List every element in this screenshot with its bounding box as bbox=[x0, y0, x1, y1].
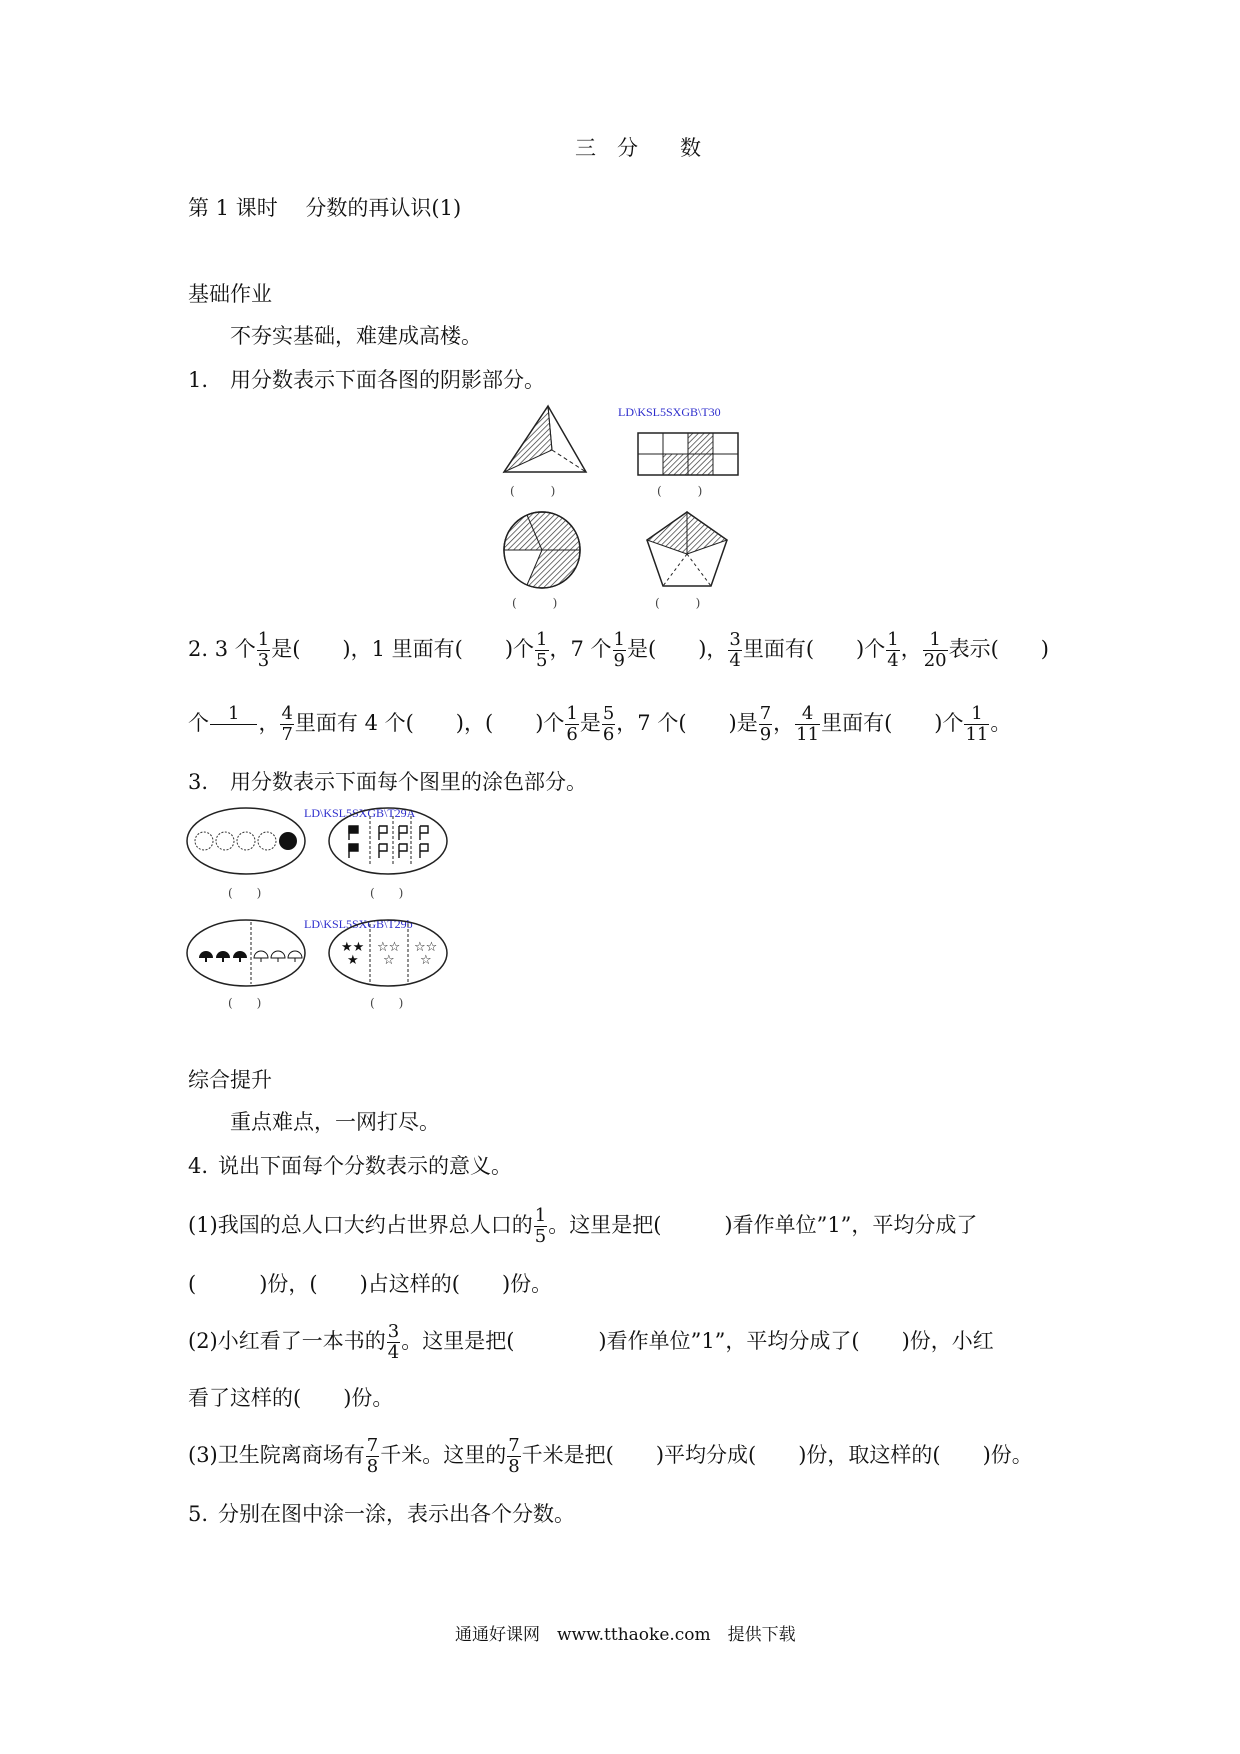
q3-answer-paren-4[interactable]: ( ) bbox=[370, 996, 404, 1010]
q5-number: 5. bbox=[188, 1502, 209, 1526]
q3-figure-code-b: LD\KSL5SXGB\T29b bbox=[304, 917, 413, 931]
chapter-title: 三 分 数 bbox=[575, 136, 701, 160]
q3-stars-figure bbox=[327, 918, 449, 988]
q3-text: 用分数表示下面每个图里的涂色部分。 bbox=[230, 770, 587, 794]
q3-answer-paren-2[interactable]: ( ) bbox=[370, 886, 404, 900]
q4-sub-3: (3)卫生院离商场有 $\frac{7}{8}$ 千米。这里的 $\frac{7}{8}$ 千米是把( )平均分成( )份，取这样的( )份。 bbox=[188, 1435, 1033, 1477]
q2-line-1: 2. 3 个 $\frac{1}{3}$ 是( )，1 里面有( )个 $\frac{1}{5}$ ，7 个 $\frac{1}{9}$ 是( )， $\frac{3}{4}$ 里面有( )个 $\frac{1}{4}$ ， $\frac{1}{20}$ 表示( ) bbox=[188, 629, 1049, 671]
q3-answer-paren-1[interactable]: ( ) bbox=[228, 886, 262, 900]
svg-text:☆☆: ☆☆ bbox=[377, 940, 401, 955]
fraction: $\frac{1}{20}$ bbox=[923, 629, 947, 671]
fraction: $\frac{4}{7}$ bbox=[281, 703, 293, 745]
q4-text: 说出下面每个分数表示的意义。 bbox=[218, 1154, 512, 1178]
fraction: $\frac{1}{5}$ bbox=[536, 629, 548, 671]
fraction: $\frac{4}{11}$ bbox=[796, 703, 820, 745]
fraction: $\frac{3}{4}$ bbox=[729, 629, 741, 671]
q3-figure-code-a: LD\KSL5SXGB\T29A bbox=[304, 806, 416, 820]
q3-circles-figure bbox=[185, 806, 307, 876]
section-title-basic: 基础作业 bbox=[188, 282, 272, 306]
svg-text:☆: ☆ bbox=[383, 953, 395, 968]
q3-number: 3. bbox=[188, 770, 209, 794]
q4-number: 4. bbox=[188, 1154, 209, 1178]
q3-flags-figure bbox=[327, 806, 449, 876]
svg-text:☆: ☆ bbox=[420, 953, 432, 968]
q2-text: 3 个 bbox=[214, 637, 256, 661]
fraction: $\frac{1}{6}$ bbox=[566, 703, 578, 745]
q1-triangle-figure bbox=[500, 404, 590, 476]
fraction-blank-denominator[interactable]: 1 bbox=[210, 704, 257, 745]
svg-text:★★: ★★ bbox=[341, 940, 365, 955]
q1-grid-figure bbox=[637, 432, 739, 476]
q1-circle-figure bbox=[502, 510, 582, 590]
fraction: $\frac{7}{8}$ bbox=[366, 1435, 379, 1477]
q4-sub-2-cont: 看了这样的( )份。 bbox=[188, 1386, 394, 1410]
fraction: $\frac{7}{8}$ bbox=[508, 1435, 520, 1477]
q4-sub-1-cont: ( )份，( )占这样的( )份。 bbox=[188, 1272, 553, 1296]
q1-text: 用分数表示下面各图的阴影部分。 bbox=[230, 368, 545, 392]
q3-trees-figure bbox=[185, 918, 307, 988]
q5-text: 分别在图中涂一涂，表示出各个分数。 bbox=[218, 1502, 575, 1526]
lesson-title: 第 1 课时 分数的再认识(1) bbox=[188, 196, 462, 220]
q3-answer-paren-3[interactable]: ( ) bbox=[228, 996, 262, 1010]
fraction: $\frac{1}{9}$ bbox=[613, 629, 625, 671]
q4-sub-1: (1)我国的总人口大约占世界总人口的 $\frac{1}{5}$ 。这里是把( )看作单位”1”，平均分成了 bbox=[188, 1205, 978, 1247]
svg-text:★: ★ bbox=[347, 953, 359, 968]
fraction: $\frac{1}{3}$ bbox=[257, 629, 270, 671]
fraction: $\frac{1}{4}$ bbox=[887, 629, 899, 671]
q1-answer-paren-1[interactable]: ( ) bbox=[510, 484, 556, 498]
q1-number: 1. bbox=[188, 368, 209, 392]
page-footer: 通通好课网 www.tthaoke.com 提供下载 bbox=[455, 1625, 796, 1645]
fraction: $\frac{1}{11}$ bbox=[965, 703, 989, 745]
q1-figure-code: LD\KSL5SXGB\T30 bbox=[618, 405, 721, 419]
fraction: $\frac{3}{4}$ bbox=[387, 1321, 400, 1363]
q1-answer-paren-3[interactable]: ( ) bbox=[512, 596, 558, 610]
section-title-advanced: 综合提升 bbox=[188, 1068, 272, 1092]
q1-answer-paren-4[interactable]: ( ) bbox=[655, 596, 701, 610]
q1-answer-paren-2[interactable]: ( ) bbox=[657, 484, 703, 498]
section-motto-advanced: 重点难点，一网打尽。 bbox=[230, 1110, 440, 1134]
q4-sub-2: (2)小红看了一本书的 $\frac{3}{4}$ 。这里是把( )看作单位”1”，平均分成了( )份，小红 bbox=[188, 1321, 994, 1363]
section-motto-basic: 不夯实基础，难建成高楼。 bbox=[230, 324, 482, 348]
fraction: $\frac{1}{5}$ bbox=[534, 1205, 547, 1247]
svg-text:☆☆: ☆☆ bbox=[414, 940, 438, 955]
fraction: $\frac{7}{9}$ bbox=[759, 703, 772, 745]
q2-number: 2. bbox=[188, 637, 209, 661]
q2-line-2: 个 1 ， $\frac{4}{7}$ 里面有 4 个( )，( )个 $\frac{1}{6}$ 是 $\frac{5}{6}$ ，7 个( )是 $\frac{7}{9}$ ， $\frac{4}{11}$ 里面有( )个 $\frac{1}{11}$ 。 bbox=[188, 703, 1012, 745]
fraction: $\frac{5}{6}$ bbox=[602, 703, 615, 745]
q1-pentagon-figure bbox=[645, 510, 729, 590]
